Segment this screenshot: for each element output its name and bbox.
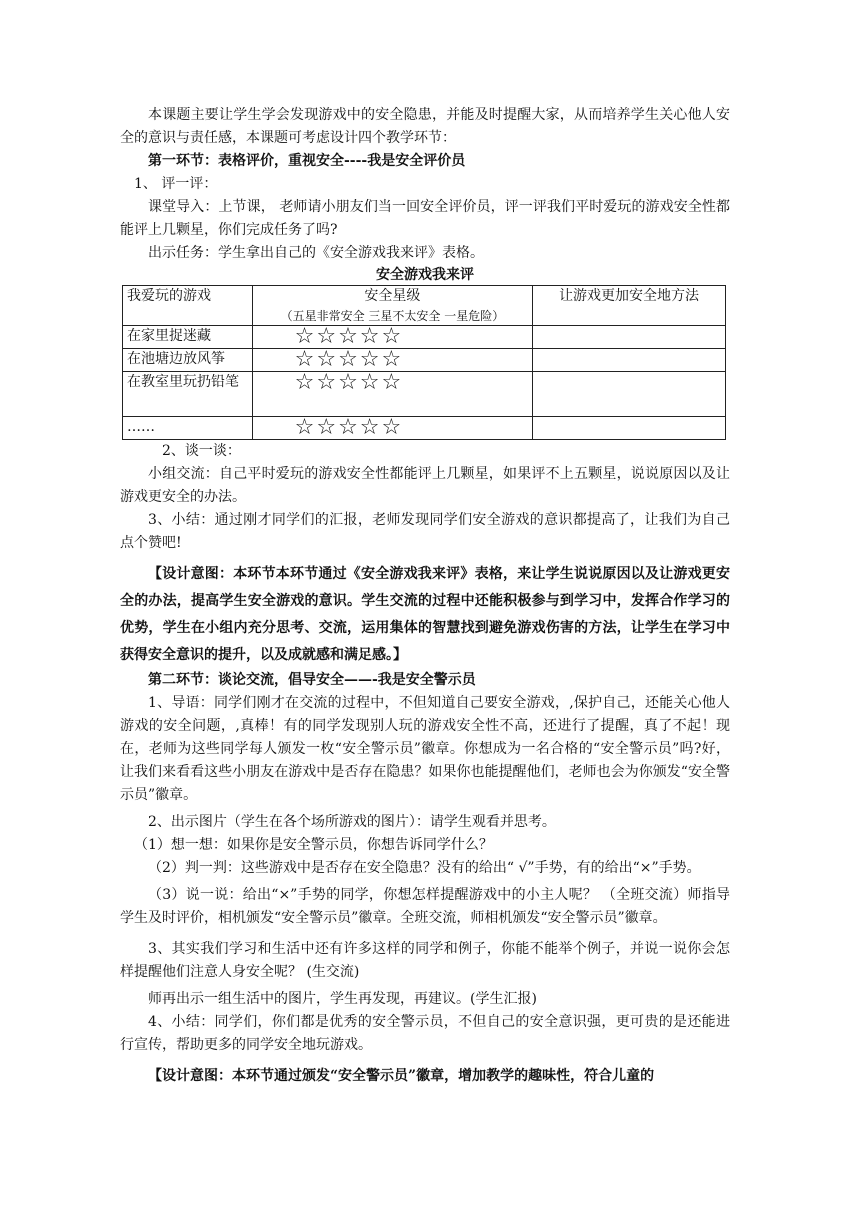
section2-p6: 3、其实我们学习和生活中还有许多这样的同学和例子，你能不能举个例子，并说一说你会怎样提醒他们注意人身安全呢？ (生交流)	[120, 941, 730, 980]
section2-p4: （2）判一判：这些游戏中是否存在安全隐患？没有的给出“ √”手势，有的给出“×”手势。	[148, 860, 701, 876]
method-cell[interactable]	[533, 326, 726, 349]
game-cell: ……	[123, 417, 253, 440]
document-page	[120, 104, 730, 1090]
rating-table	[122, 285, 726, 440]
star-rating[interactable]: ☆☆☆☆☆	[252, 349, 532, 372]
method-cell[interactable]	[533, 349, 726, 372]
star-rating[interactable]: ☆☆☆☆☆	[252, 326, 532, 349]
section2-p1: 1、导语：同学们刚才在交流的过程中，不但知道自己要安全游戏，,保护自己，还能关心他人游戏的安全问题，,真棒！有的同学发现别人玩的游戏安全性不高，还进行了提醒，真了不起！现在，老师为这些同学每人颁发一枚“安全警示员”徽章。你想成为一名合格的“安全警示员”吗?好，让我们来看看这些小朋友在游戏中是否存在隐患？如果你也能提醒他们，老师也会为你颁发“安全警示员”徽章。	[120, 695, 730, 803]
section2-p8: 4、小结：同学们，你们都是优秀的安全警示员，不但自己的安全意识强，更可贵的是还能进行宣传，帮助更多的同学安全地玩游戏。	[120, 1014, 730, 1053]
section2-p5: （3）说一说：给出“×”手势的同学，你想怎样提醒游戏中的小主人呢？ （全班交流）师指导学生及时评价，相机颁发“安全警示员”徽章。全班交流，师相机颁发“安全警示员”徽章。	[120, 887, 730, 926]
design-intent-1: 【设计意图：本环节本环节通过《安全游戏我来评》表格，来让学生说说原因以及让游戏更安全的办法，提高学生安全游戏的意识。学生交流的过程中还能积极参与到学习中，发挥合作学习的优势，学生在小组内充分思考、交流，运用集体的智慧找到避免游戏伤害的方法，让学生在学习中获得安全意识的提升，以及成就感和满足感。】	[120, 566, 730, 663]
step1-title: 1、 评一评：	[134, 176, 218, 192]
header-method: 让游戏更加安全地方法	[533, 286, 726, 326]
method-cell[interactable]	[533, 417, 726, 440]
method-cell[interactable]	[533, 372, 726, 417]
table-row	[123, 417, 726, 440]
header-rating	[252, 286, 532, 326]
intro-paragraph: 本课题主要让学生学会发现游戏中的安全隐患，并能及时提醒大家，从而培养学生关心他人安全的意识与责任感，本课题可考虑设计四个教学环节：	[120, 107, 730, 146]
step2-paragraph: 小组交流：自己平时爱玩的游戏安全性都能评上几颗星，如果评不上五颗星，说说原因以及让游戏更安全的办法。	[120, 466, 730, 505]
game-cell: 在家里捉迷藏	[123, 326, 253, 349]
section2-heading: 第二环节：谈论交流，倡导安全——-我是安全警示员	[148, 672, 476, 688]
header-rating-label: 安全星级	[364, 288, 421, 304]
section2-p3: （1）想一想：如果你是安全警示员，你想告诉同学什么？	[134, 837, 493, 853]
lead-paragraph: 课堂导入：上节课， 老师请小朋友们当一回安全评价员，评一评我们平时爱玩的游戏安全性都能评上几颗星，你们完成任务了吗?	[120, 199, 730, 238]
step3-paragraph: 3、小结：通过刚才同学们的汇报，老师发现同学们安全游戏的意识都提高了，让我们为自己点个赞吧!	[120, 512, 730, 551]
task-paragraph: 出示任务：学生拿出自己的《安全游戏我来评》表格。	[148, 245, 484, 261]
game-cell: 在教室里玩扔铅笔	[123, 372, 253, 417]
star-rating[interactable]: ☆☆☆☆☆	[252, 372, 532, 417]
game-cell: 在池塘边放风筝	[123, 349, 253, 372]
table-row	[123, 349, 726, 372]
section1-heading: 第一环节：表格评价，重视安全----我是安全评价员	[148, 153, 466, 169]
table-row	[123, 372, 726, 417]
table-header-row	[123, 286, 726, 326]
design-intent-2: 【设计意图：本环节通过颁发“安全警示员”徽章，增加教学的趣味性，符合儿童的	[148, 1068, 655, 1084]
section2-p2: 2、出示图片（学生在各个场所游戏的图片）：请学生观看并思考。	[148, 814, 556, 830]
table-row	[123, 326, 726, 349]
step2-title: 2、谈一谈：	[162, 443, 241, 459]
header-rating-note: （五星非常安全 三星不太安全 一星危险）	[280, 309, 505, 323]
section2-p7: 师再出示一组生活中的图片，学生再发现，再建议。(学生汇报)	[148, 991, 537, 1007]
table-title: 安全游戏我来评	[376, 267, 474, 283]
header-game: 我爱玩的游戏	[123, 286, 253, 326]
star-rating[interactable]: ☆☆☆☆☆	[252, 417, 532, 440]
